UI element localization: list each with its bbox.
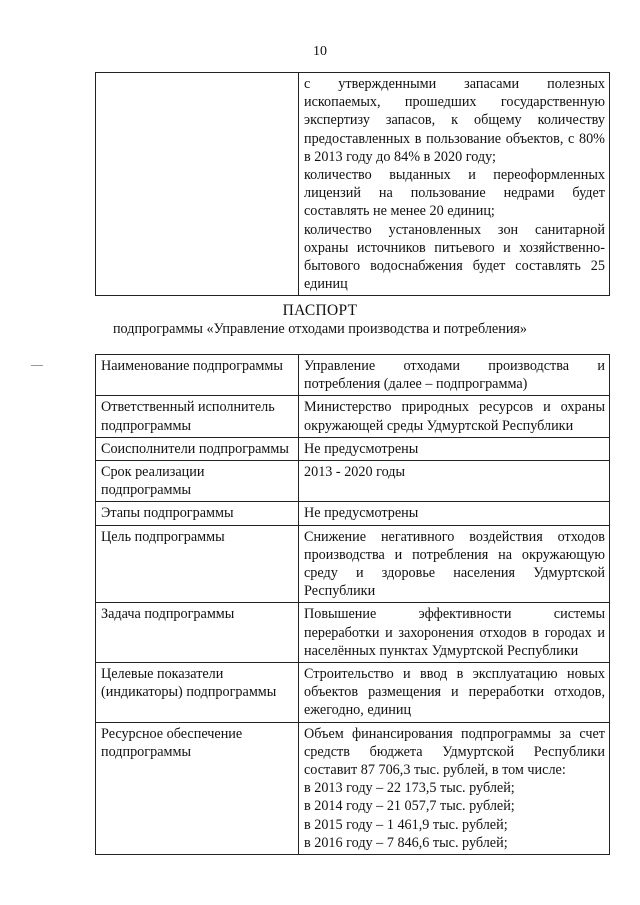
row-value: Министерство природных ресурсов и охраны окружающей среды Удмуртской Республики: [299, 396, 610, 437]
row-value: Снижение негативного воздействия отходов производства и потребления на окружающую среду и здоровье населения Удмуртской Республики: [299, 525, 610, 603]
passport-title: ПАСПОРТ: [282, 302, 358, 319]
row-label: Ресурсное обеспечение подпрограммы: [96, 722, 299, 854]
passport-table: [95, 354, 610, 855]
table-row: [96, 502, 610, 525]
row-label: Ответственный исполнитель подпрограммы: [96, 396, 299, 437]
row-label: Соисполнители подпрограммы: [96, 437, 299, 460]
margin-mark: [31, 365, 43, 366]
row-value: Управление отходами производства и потребления (далее – подпрограмма): [299, 355, 610, 396]
row-label: Задача подпрограммы: [96, 603, 299, 663]
row-label: Срок реализации подпрограммы: [96, 461, 299, 502]
row-label: Цель подпрограммы: [96, 525, 299, 603]
funding-year-line: в 2016 году – 7 846,6 тыс. рублей;: [304, 834, 508, 851]
continuation-right-cell: [299, 73, 610, 296]
table-row: [96, 73, 610, 296]
indicator-text: количество установленных зон санитарной охраны источников питьевого и хозяйственно-бытового водоснабжения будет составлять 25 единиц: [304, 221, 605, 293]
row-label: Наименование подпрограммы: [96, 355, 299, 396]
row-value: [299, 722, 610, 854]
table-row: [96, 525, 610, 603]
row-value: Не предусмотрены: [299, 437, 610, 460]
row-value: Не предусмотрены: [299, 502, 610, 525]
table-row: [96, 603, 610, 663]
funding-year-line: в 2013 году – 22 173,5 тыс. рублей;: [304, 780, 515, 797]
continuation-left-cell: [96, 73, 299, 296]
funding-year-line: в 2014 году – 21 057,7 тыс. рублей;: [304, 798, 515, 815]
passport-subtitle: подпрограммы «Управление отходами производства и потребления»: [112, 321, 528, 337]
indicator-text: количество выданных и переоформленных лицензий на пользование недрами будет составлять не менее 20 единиц;: [304, 167, 605, 220]
page-number: 10: [313, 44, 327, 59]
table-row: [96, 355, 610, 396]
indicator-text: с утвержденными запасами полезных ископаемых, прошедших государственную экспертизу запасов, к общему количеству предоставленных в пользование объектов, с 80% в 2013 году до 84% в 2020 году;: [304, 76, 605, 165]
table-row: [96, 461, 610, 502]
funding-text: Объем финансирования подпрограммы за счет средств бюджета Удмуртской Республики составит 87 706,3 тыс. рублей, в том числе:: [304, 725, 605, 779]
row-value: Повышение эффективности системы переработки и захоронения отходов в городах и населённых пунктах Удмуртской Республики: [299, 603, 610, 663]
funding-year-line: в 2015 году – 1 461,9 тыс. рублей;: [304, 816, 508, 833]
table-row: [96, 722, 610, 854]
row-value: 2013 - 2020 годы: [299, 461, 610, 502]
continuation-table: [95, 72, 610, 296]
row-label: Целевые показатели (индикаторы) подпрограммы: [96, 663, 299, 723]
table-row: [96, 663, 610, 723]
row-value: Строительство и ввод в эксплуатацию новых объектов размещения и переработки отходов, ежегодно, единиц: [299, 663, 610, 723]
table-row: [96, 437, 610, 460]
table-row: [96, 396, 610, 437]
row-label: Этапы подпрограммы: [96, 502, 299, 525]
